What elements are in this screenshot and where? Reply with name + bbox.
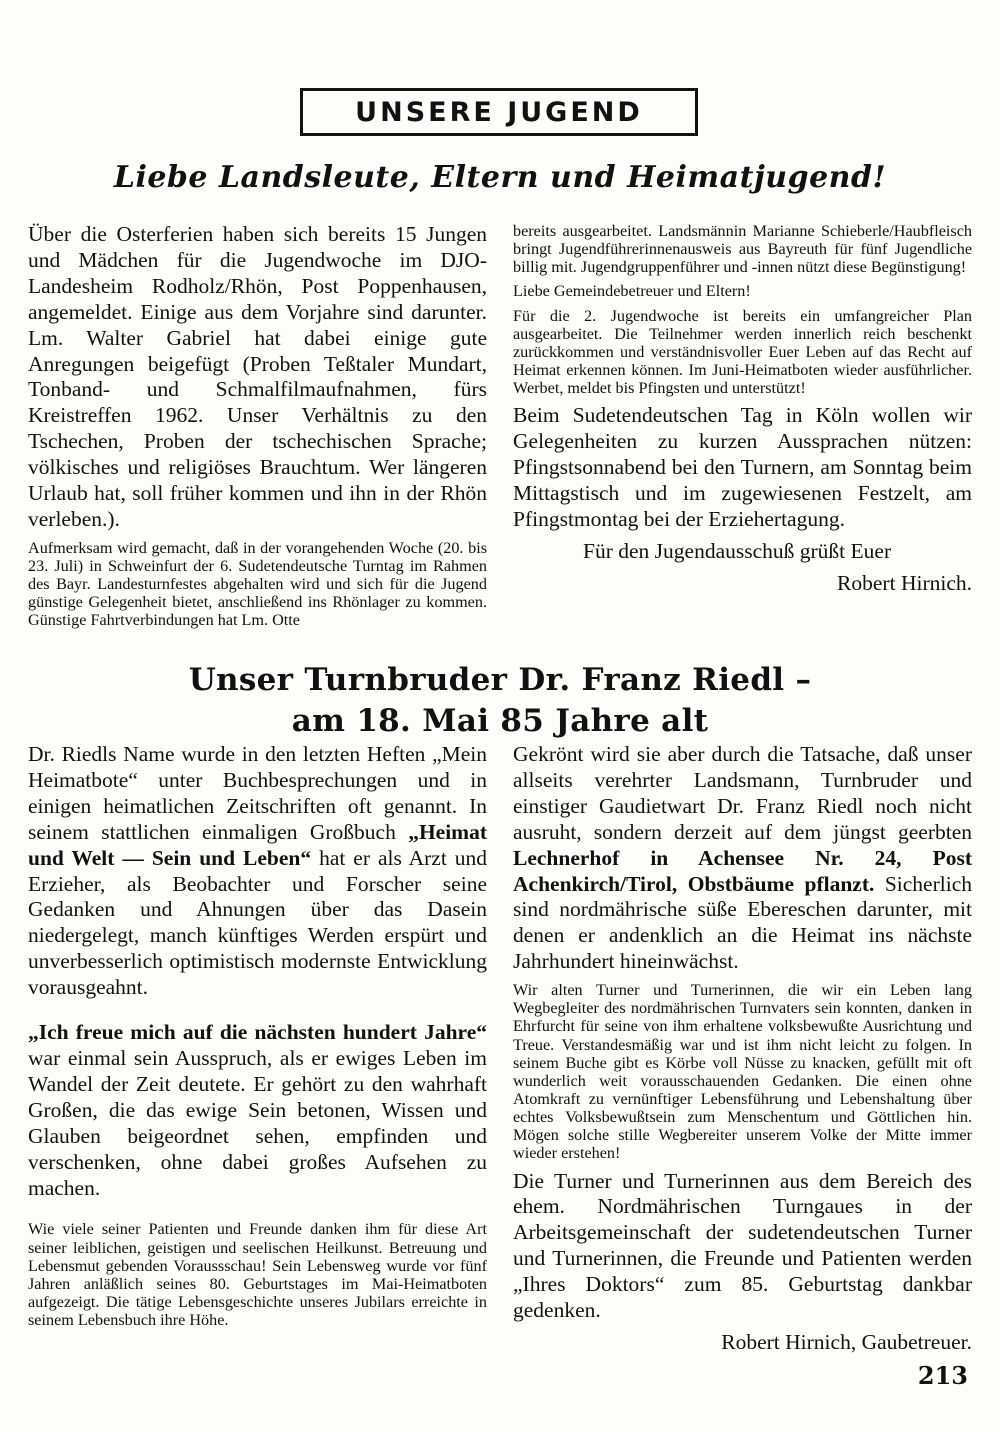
paragraph	[28, 1020, 487, 1201]
headline-line-1: Unser Turnbruder Dr. Franz Riedl –	[188, 662, 812, 698]
paragraph-spacer	[28, 1007, 487, 1020]
text-run-bold: „Heimat und Welt — Sein und Leben“	[28, 819, 487, 870]
paragraph: Aufmerksam wird gemacht, daß in der vorangehenden Woche (20. bis 23. Juli) in Schweinfurt der 6. Sudetendeutsche Turntag im Rahmen des Bayr. Landesturnfestes abgehalten wird und sich für die Jugend günstige Gelegenheit bietet, anschließend ins Rhönlager zu kommen. Günstige Fahrtverbindungen hat Lm. Otte	[28, 538, 487, 630]
page-number: 213	[917, 1361, 968, 1390]
paragraph: Die Turner und Turnerinnen aus dem Bereich des ehem. Nordmährischen Turngaues in der Arbeitsgemeinschaft der sudetendeutschen Turner und Turnerinnen, die Freunde und Patienten werden „Ihres Doktors“ zum 85. Geburtstag dankbar gedenken.	[513, 1168, 972, 1323]
text-run: war einmal sein Ausspruch, als er ewiges Leben im Wandel der Zeit deutete. Er gehört zu den wahrhaft Großen, die das ewige Sein betonen, Wissen und Glauben beigeordnet sehen, empfinden und verschenken, ohne dabei großes Aufsehen zu machen.	[28, 1045, 487, 1200]
paragraph: Wie viele seiner Patienten und Freunde danken ihm für diese Art seiner leiblichen, geistigen und seelischen Heilkunst. Betreuung und Lebensmut gebenden Voraussschau! Sein Lebensweg wurde vor fünf Jahren anläßlich seines 80. Geburtstages im Mai-Heimatboten aufgezeigt. Die tätige Lebensgeschichte unseres Jubilars erreichte in seinem Lebensbuch ihre Höhe.	[28, 1220, 487, 1330]
riedl-column-left	[28, 742, 487, 1362]
text-run: Dr. Riedls Name wurde in den letzten Heften „Mein Heimatbote“ unter Buchbesprechungen und in einigen heimatlichen Zeitschriften oft genannt. In seinem stattlichen einmaligen Großbuch	[28, 742, 487, 844]
youth-column-right	[513, 222, 972, 636]
paragraph: Wir alten Turner und Turnerinnen, die wir ein Leben lang Wegbegleiter des nordmährischen Turnvaters sein konnten, danken in Ehrfurcht für seine von ihm erhaltene volksbewußte Ausrichtung und Treue. Verstandesmäßig war und ist ihm nicht leicht zu folgen. In seinem Buche gibt es Körbe voll Nüsse zu knacken, gefüllt mit oft wunderlich weit vorausschauenden Gedanken. Die einen ohne Atomkraft zu vernünftiger Lebensführung und Lebenshaltung über echtes Volksbewußtsein zum Menschentum und Göttlichen hin. Mögen solche stille Wegbereiter unserem Volke der Mitte immer wieder erstehen!	[513, 981, 972, 1163]
paragraph	[28, 742, 487, 1001]
riedl-column-right	[513, 742, 972, 1362]
masthead-box	[300, 88, 698, 136]
section-heading-riedl	[0, 660, 1000, 742]
text-run-bold: Lechnerhof in Achensee Nr. 24, Post Achenkirch/Tirol, Obstbäume pflanzt.	[513, 845, 972, 896]
youth-column-left	[28, 222, 487, 636]
section-heading-youth: Liebe Landsleute, Eltern und Heimatjugend!	[113, 160, 887, 195]
paragraph: Für die 2. Jugendwoche ist bereits ein umfangreicher Plan ausgearbeitet. Die Teilnehmer werden innerlich reich beschenkt zurückkommen und verständnisvoller Euer Leben auf das Recht auf Heimat erkennen können. Im Juni-Heimatboten wieder ausführlicher. Werbet, meldet bis Pfingsten und unterstützt!	[513, 306, 972, 398]
signature-line: Für den Jugendausschuß grüßt Euer	[583, 538, 892, 563]
paragraph: Liebe Gemeindebetreuer und Eltern!	[513, 282, 751, 301]
headline-line-2: am 18. Mai 85 Jahre alt	[291, 702, 709, 739]
text-run: Gekrönt wird sie aber durch die Tatsache, daß unser allseits verehrter Landsmann, Turnbruder und einstiger Gaudietwart Dr. Franz Riedl noch nicht ausruht, sondern derzeit auf dem jüngst geerbten	[513, 742, 972, 844]
text-run-bold: „Ich freue mich auf die nächsten hundert Jahre“	[28, 1020, 487, 1045]
article-riedl	[28, 742, 972, 1362]
paragraph: Über die Osterferien haben sich bereits 15 Jungen und Mädchen für die Jugendwoche im DJO-Landesheim Rodholz/Rhön, Post Poppenhausen, angemeldet. Einige aus dem Vorjahre sind darunter. Lm. Walter Gabriel hat dabei einige gute Anregungen beigefügt (Proben Teßtaler Mundart, Tonband- und Schmalfilmaufnahmen, fürs Kreistreffen 1962. Unser Verhältnis zu den Tschechen, Proben der tschechischen Sprache; völkisches und religiöses Brauchtum. Wer längeren Urlaub hat, soll früher kommen und ihn in der Rhön verleben.).	[28, 222, 487, 531]
article-youth	[28, 222, 972, 636]
signature-name: Robert Hirnich, Gaubetreuer.	[721, 1330, 972, 1354]
text-run: Sicherlich sind nordmährische süße Ebereschen darunter, mit denen er andenklich an die Heimat ins nächste Jahrhundert hineinwächst.	[513, 871, 972, 974]
paragraph: Beim Sudetendeutschen Tag in Köln wollen wir Gelegenheiten zu kurzen Aussprachen nützen: Pfingstsonnabend bei den Turnern, am Sonntag beim Mittagstisch und im zugewiesenen Festzelt, am Pfingstmontag bei der Erziehertagung.	[513, 403, 972, 531]
paragraph-spacer	[28, 1207, 487, 1220]
text-run: hat er als Arzt und Erzieher, als Beobachter und Forscher seine Gedanken und Ahnungen über das Dasein niedergelegt, manch künftiges Werden erspürt und unverbesserlich optimistisch modernste Entwicklung vorausgeahnt.	[28, 845, 487, 1000]
paragraph: bereits ausgearbeitet. Landsmännin Marianne Schieberle/Haubfleisch bringt Jugendführerinnenausweis aus Bayreuth für fünf Jugendliche billig mit. Jugendgruppenführer und -innen nützt diese Begünstigung!	[513, 222, 972, 277]
masthead-title: UNSERE JUGEND	[355, 96, 643, 128]
paragraph	[513, 742, 972, 975]
signature-name: Robert Hirnich.	[837, 570, 972, 595]
